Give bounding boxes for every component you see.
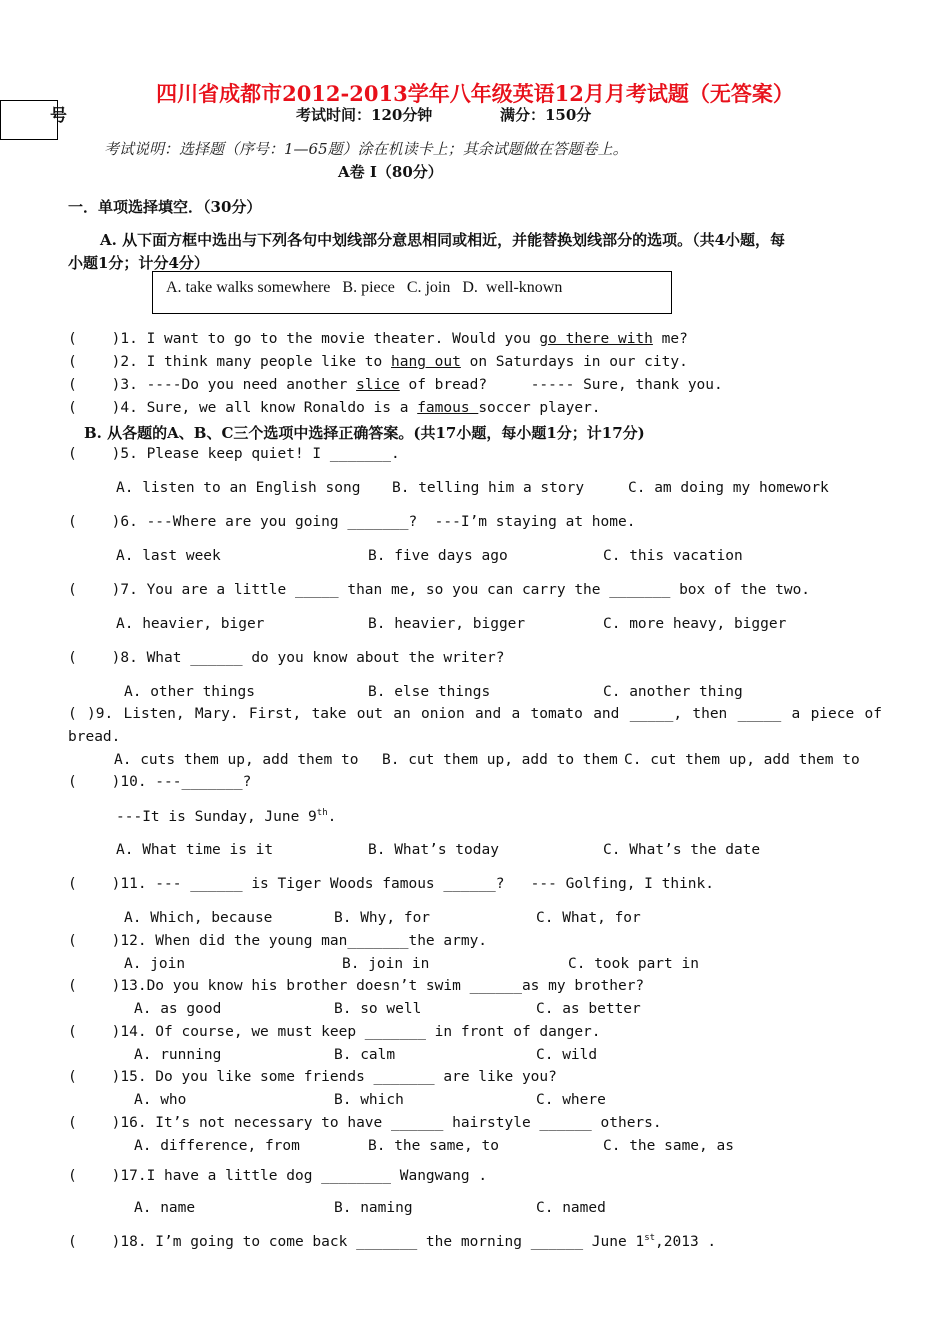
q1-underlined: go there with [539,331,653,347]
q18-mid: the morning ______ June 1 [417,1233,645,1250]
q10-line2-end: . [327,808,337,825]
q2-pre: ( )2. I think many people like to [68,354,392,370]
question-11-stem: ( )11. --- ______ is Tiger Woods famous ______? --- Golfing, I think. [68,876,715,892]
exam-instructions: 考试说明：选择题（序号：1—65题）涂在机读卡上；其余试题做在答题卷上。 [104,140,628,158]
q17-blank: ________ [321,1168,392,1184]
exam-time: 考试时间：120分钟 [296,106,433,124]
question-7-option-b: B. heavier, bigger [368,616,526,632]
question-9-stem-cont: bread. [68,729,121,745]
question-14-option-a: A. running [134,1047,222,1063]
question-10-option-b: B. What’s today [368,842,499,858]
q4-post: soccer player. [478,400,601,416]
question-8-option-b: B. else things [368,684,491,700]
question-3 [68,377,723,393]
q18-sup: st [644,1233,656,1243]
question-6-option-b: B. five days ago [368,548,508,564]
question-9-stem: ( )9. Listen, Mary. First, take out an onion and a tomato and _____, then _____ a piece of [68,706,882,722]
q4-pre: ( )4. Sure, we all know Ronaldo is a [68,400,418,416]
q1-post: me? [652,331,688,347]
q10-line2: ---It is Sunday, June 9 [116,808,317,825]
question-8-stem: ( )8. What ______ do you know about the writer? [68,650,505,666]
question-10-stem: ( )10. ---_______? [68,774,252,790]
question-6-option-a: A. last week [116,548,221,564]
question-14-option-b: B. calm [334,1047,396,1063]
question-14-option-c: C. wild [536,1047,598,1063]
question-6-stem: ( )6. ---Where are you going _______? ---I’m staying at home. [68,514,636,530]
question-16-option-b: B. the same, to [368,1138,499,1154]
question-9-option-c: C. cut them up, add them to [624,752,860,768]
question-16-option-a: A. difference, from [134,1138,300,1154]
question-7-option-a: A. heavier, biger [116,616,265,632]
question-5-option-a: A. listen to an English song [116,480,361,496]
q18-post: ,2013 . [655,1233,717,1250]
question-12-option-c: C. took part in [568,956,699,972]
partB-heading: B. 从各题的A、B、C三个选项中选择正确答案。(共17小题，每小题1分；计17分) [84,424,645,442]
question-11-option-a: A. Which, because [124,910,273,926]
question-7-stem: ( )7. You are a little _____ than me, so you can carry the _______ box of the two. [68,582,811,598]
question-7-option-c: C. more heavy, bigger [603,616,787,632]
question-13-stem: ( )13.Do you know his brother doesn’t swim ______as my brother? [68,978,645,994]
question-17-option-a: A. name [134,1200,196,1216]
q17-post: Wangwang . [391,1168,488,1184]
question-8-option-a: A. other things [124,684,255,700]
paper-a-heading: A卷 Ⅰ（80分） [338,163,443,181]
question-1 [68,331,688,347]
question-10-answer-line [116,808,336,825]
q1-pre: ( )1. I want to go to the movie theater. Would you [68,331,540,347]
question-2 [68,354,688,370]
question-15-option-c: C. where [536,1092,606,1108]
q3-underlined: slice [356,377,400,393]
partA-instruction-line1: A. 从下面方框中选出与下列各句中划线部分意思相同或相近，并能替换划线部分的选项。（共4小题，每 [100,231,786,249]
question-16-option-c: C. the same, as [603,1138,734,1154]
question-18-stem [68,1233,716,1250]
question-17-stem [68,1168,487,1184]
q3-post: of bread? ----- Sure, thank you. [399,377,723,393]
question-9-option-b: B. cut them up, add to them [382,752,618,768]
question-5-option-b: B. telling him a story [392,480,585,496]
question-9-option-a: A. cuts them up, add them to [114,752,359,768]
question-10-option-c: C. What’s the date [603,842,761,858]
question-17-option-c: C. named [536,1200,606,1216]
question-12-option-b: B. join in [342,956,430,972]
q18-pre: ( )18. I’m going to come back [68,1233,357,1250]
question-13-option-a: A. as good [134,1001,222,1017]
options-box-text: A. take walks somewhere B. piece C. join D. well-known [166,279,563,296]
question-5-stem: ( )5. Please keep quiet! I _______. [68,446,400,462]
q2-underlined: hang out [391,354,461,370]
q2-post: on Saturdays in our city. [460,354,688,370]
page-title: 四川省成都市2012-2013学年八年级英语12月月考试题（无答案） [156,81,794,106]
question-14-stem: ( )14. Of course, we must keep _______ in front of danger. [68,1024,601,1040]
question-8-option-c: C. another thing [603,684,743,700]
question-15-option-b: B. which [334,1092,404,1108]
question-15-option-a: A. who [134,1092,187,1108]
question-16-stem: ( )16. It’s not necessary to have ______ hairstyle ______ others. [68,1115,662,1131]
question-4 [68,400,601,416]
question-12-stem: ( )12. When did the young man_______the army. [68,933,488,949]
question-6-option-c: C. this vacation [603,548,743,564]
q10-sup: th [316,808,328,818]
question-17-option-b: B. naming [334,1200,413,1216]
seat-number-label: 号 [50,106,67,126]
question-13-option-c: C. as better [536,1001,641,1017]
partA-instruction-line2: 小题1分；计分4分） [68,254,209,272]
q18-blank: _______ [356,1233,418,1250]
full-score: 满分：150分 [500,106,592,124]
question-11-option-b: B. Why, for [334,910,431,926]
q4-underlined: famous [417,400,479,416]
question-5-option-c: C. am doing my homework [628,480,829,496]
question-10-option-a: A. What time is it [116,842,274,858]
q3-pre: ( )3. ----Do you need another [68,377,357,393]
question-15-stem: ( )15. Do you like some friends _______ are like you? [68,1069,557,1085]
section1-heading: 一．单项选择填空．（30分） [68,198,262,216]
question-12-option-a: A. join [124,956,186,972]
q17-pre: ( )17.I have a little dog [68,1168,322,1184]
question-11-option-c: C. What, for [536,910,641,926]
question-13-option-b: B. so well [334,1001,422,1017]
